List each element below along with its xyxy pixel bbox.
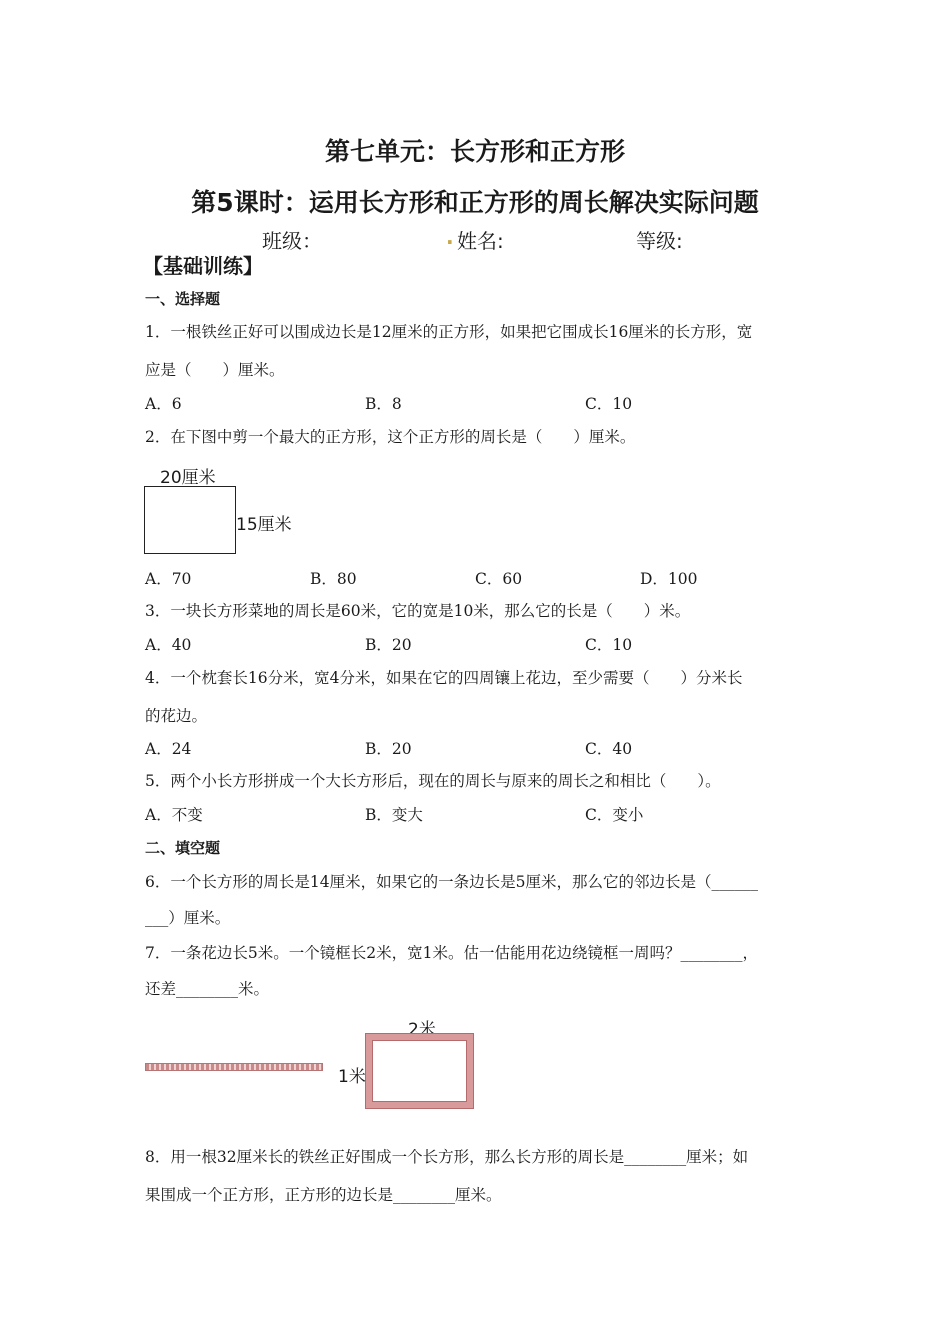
q2-figure-side-label: 15厘米 [236,515,292,535]
lace-strip-figure [145,1063,323,1071]
q3-option-a: A．40 [145,636,192,654]
page-subtitle: 第5课时：运用长方形和正方形的周长解决实际问题 [191,188,759,217]
q2-figure-top-label: 20厘米 [160,468,216,488]
q2-option-b: B．80 [310,570,357,588]
q5-option-b: B．变大 [365,806,423,824]
q2-text: 2．在下图中剪一个最大的正方形，这个正方形的周长是（ ）厘米。 [145,428,636,446]
q8-line2: 果围成一个正方形，正方形的边长是________厘米。 [145,1186,502,1204]
section-fill: 二、填空题 [145,839,221,857]
q4-line2: 的花边。 [145,707,208,725]
name-label: 姓名: [457,229,504,253]
q4-option-a: A．24 [145,740,192,758]
mirror-frame-figure [366,1034,473,1108]
q3-option-b: B．20 [365,636,412,654]
q5-text: 5．两个小长方形拼成一个大长方形后，现在的周长与原来的周长之和相比（ ）。 [145,772,721,790]
q7-line1: 7．一条花边长5米。一个镜框长2米，宽1米。估一估能用花边绕镜框一周吗？________， [145,944,758,962]
q4-option-b: B．20 [365,740,412,758]
q1-line2: 应是（ ）厘米。 [145,361,285,379]
q1-option-b: B．8 [365,395,402,413]
q6-line1: 6．一个长方形的周长是14厘米，如果它的一条边长是5厘米，那么它的邻边长是（______ [145,873,758,891]
q7-figure-top-label: 2米 [408,1020,436,1040]
q1-option-c: C．10 [585,395,633,413]
q4-option-c: C．40 [585,740,633,758]
q2-option-a: A．70 [145,570,192,588]
q7-line2: 还差________米。 [145,980,270,998]
q2-option-c: C．60 [475,570,523,588]
page-title: 第七单元：长方形和正方形 [324,137,625,166]
q5-option-c: C．变小 [585,806,644,824]
q7-figure-side-label: 1米 [338,1067,366,1087]
q3-text: 3．一块长方形菜地的周长是60米，它的宽是10米，那么它的长是（ ）米。 [145,602,691,620]
q1-option-a: A．6 [145,395,182,413]
q5-option-a: A．不变 [145,806,203,824]
section-choice: 一、选择题 [145,290,221,308]
class-label: 班级： [262,229,322,253]
header-dot: . [446,225,454,249]
q6-line2: ___）厘米。 [145,909,231,927]
q3-option-c: C．10 [585,636,633,654]
q8-line1: 8．用一根32厘米长的铁丝正好围成一个长方形，那么长方形的周长是________厘米；如 [145,1148,749,1166]
q1-line1: 1．一根铁丝正好可以围成边长是12厘米的正方形，如果把它围成长16厘米的长方形，宽 [145,323,753,341]
grade-label: 等级: [636,229,683,253]
q4-line1: 4．一个枕套长16分米，宽4分米，如果在它的四周镶上花边，至少需要（ ）分米长 [145,669,743,687]
q2-option-d: D．100 [640,570,698,588]
training-label: 【基础训练】 [143,254,263,278]
q2-rectangle-figure [144,486,236,554]
